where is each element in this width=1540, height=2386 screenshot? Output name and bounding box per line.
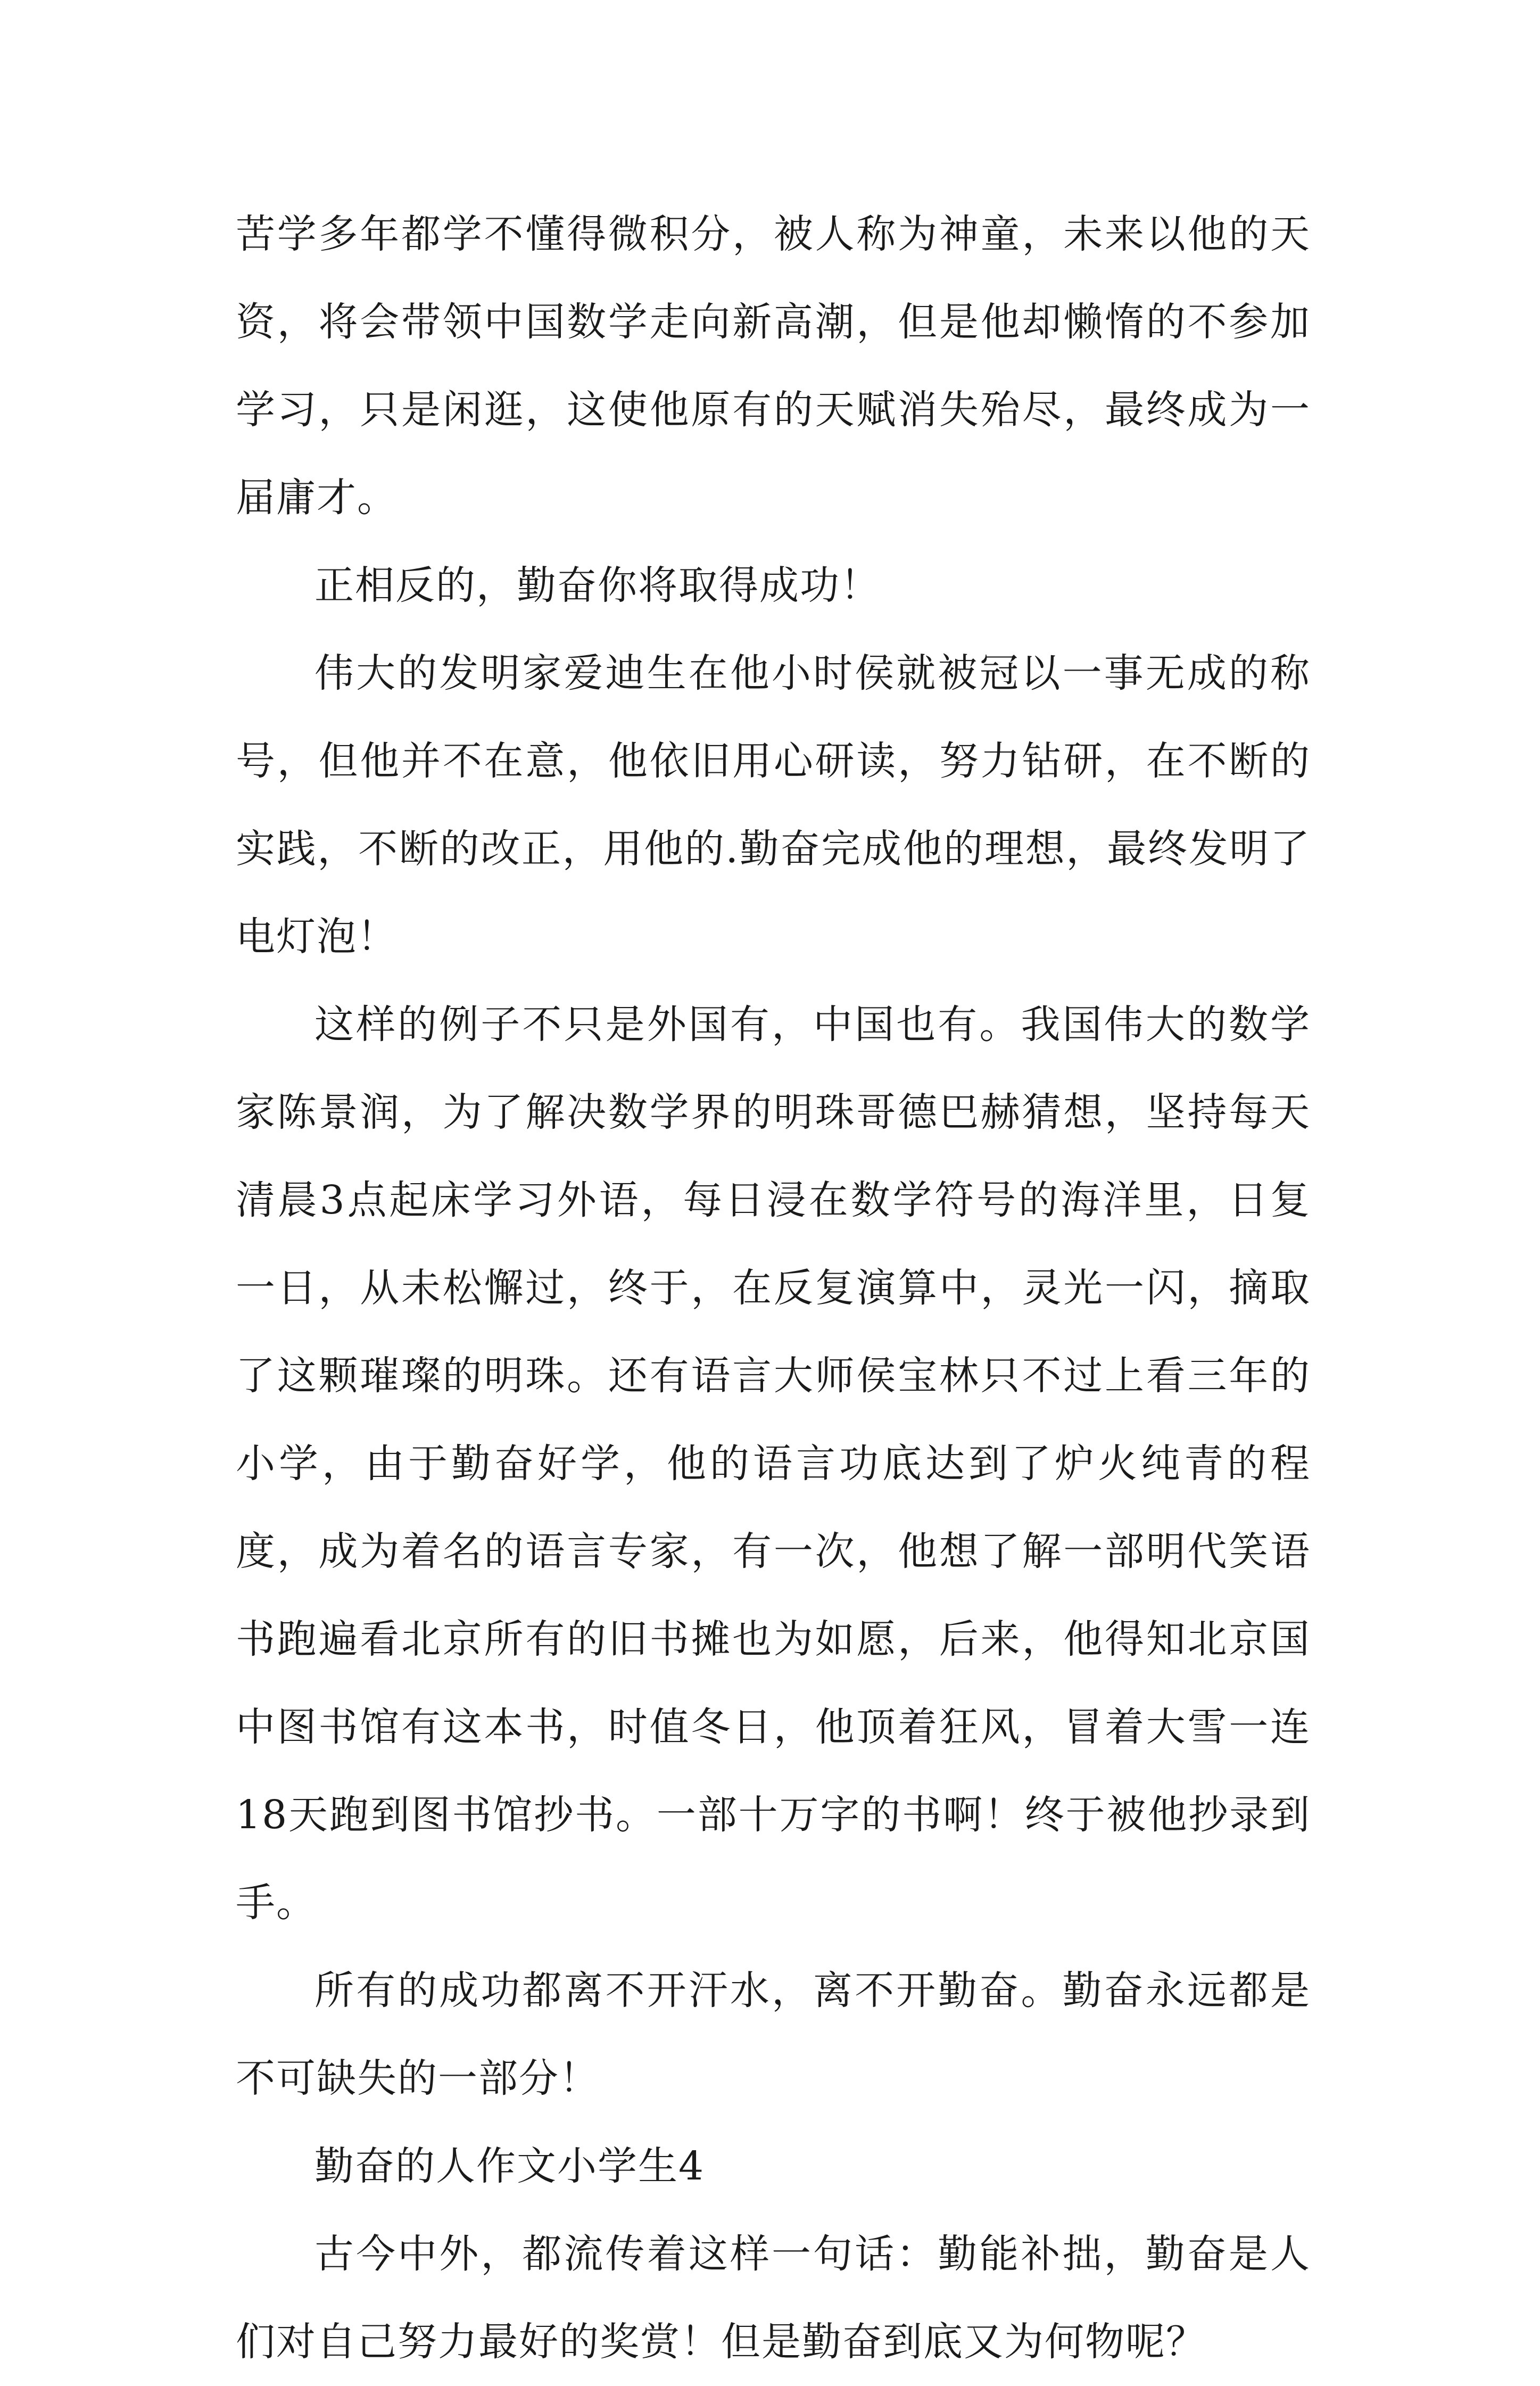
section-heading: 勤奋的人作文小学生4 bbox=[314, 2143, 705, 2189]
body-text bbox=[236, 191, 1311, 2386]
paragraph-4: 这样的例子不只是外国有，中国也有。我国伟大的数学家陈景润，为了解决数学界的明珠哥德巴赫猜想，坚持每天清晨3点起床学习外语，每日浸在数学符号的海洋里，日复一日，从未松懈过，终于，在反复演算中，灵光一闪，摘取了这颗璀璨的明珠。还有语言大师侯宝林只不过上看三年的小学，由于勤奋好学，他的语言功底达到了炉火纯青的程度，成为着名的语言专家，有一次，他想了解一部明代笑语书跑遍看北京所有的旧书摊也为如愿，后来，他得知北京国中图书馆有这本书，时值冬日，他顶着狂风，冒着大雪一连18天跑到图书馆抄书。一部十万字的书啊！终于被他抄录到手。 bbox=[236, 1002, 1311, 1926]
paragraph-6: 古今中外，都流传着这样一句话：勤能补拙，勤奋是人们对自己努力最好的奖赏！但是勤奋到底又为何物呢？ bbox=[236, 2231, 1311, 2365]
paragraph-1: 苦学多年都学不懂得微积分，被人称为神童，未来以他的天资，将会带领中国数学走向新高潮，但是他却懒惰的不参加学习，只是闲逛，这使他原有的天赋消失殆尽，最终成为一届庸才。 bbox=[236, 211, 1311, 521]
paragraph-2: 正相反的，勤奋你将取得成功！ bbox=[314, 563, 881, 608]
paragraph-3: 伟大的发明家爱迪生在他小时侯就被冠以一事无成的称号，但他并不在意，他依旧用心研读，努力钻研，在不断的实践，不断的改正，用他的.勤奋完成他的理想，最终发明了电灯泡！ bbox=[236, 650, 1311, 960]
paragraph-5: 所有的成功都离不开汗水，离不开勤奋。勤奋永远都是不可缺失的一部分！ bbox=[236, 1968, 1311, 2101]
